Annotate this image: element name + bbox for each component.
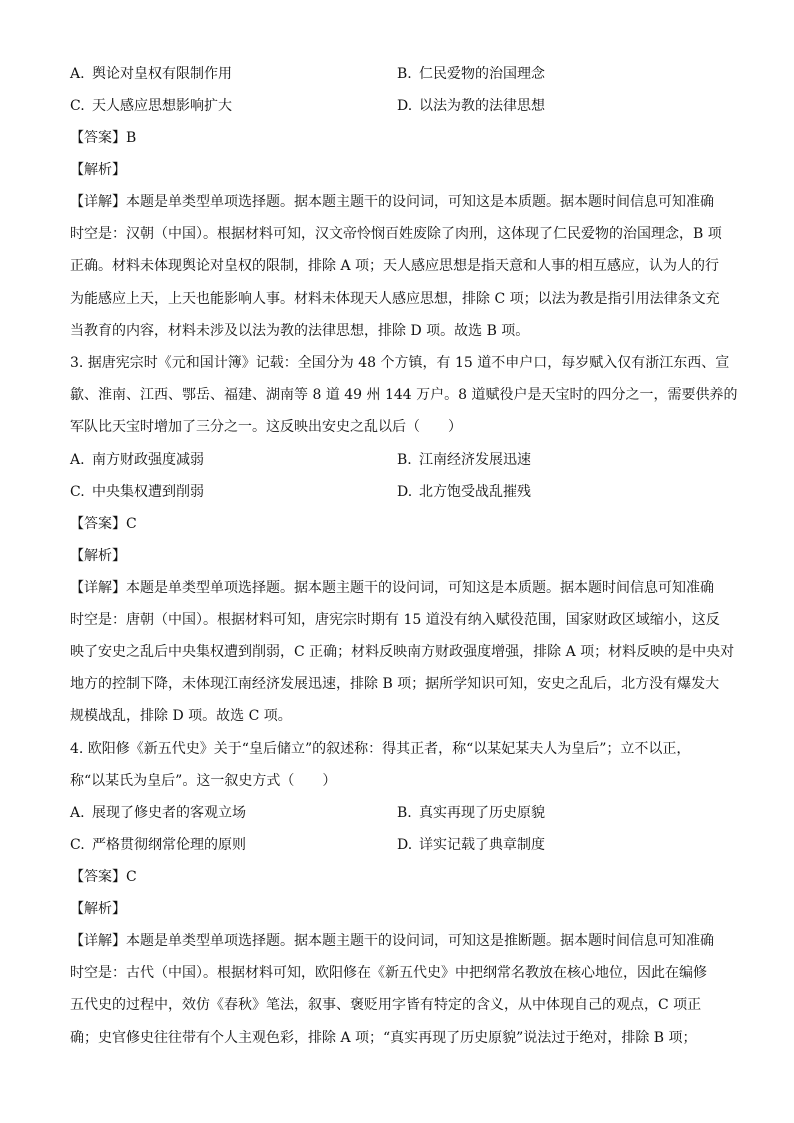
q3-stem-line: 军队比天宝时增加了三分之一。这反映出安史之乱以后（ ） [70,419,462,436]
q3-options-row-2 [70,476,725,508]
q3-detail-line: 地方的控制下降，未体现江南经济发展迅速，排除 B 项；据所学知识可知，安史之乱后，北方没有爆发大 [70,676,720,693]
q2-option-a: A. 舆论对皇权有限制作用 [70,66,232,82]
q3-option-c: C. 中央集权遭到削弱 [70,483,204,500]
q2-analysis-label: 【解析】 [70,162,126,178]
q4-option-c: C. 严格贯彻纲常伦理的原则 [70,837,246,854]
q4-option-a: A. 展现了修史者的客观立场 [70,805,246,822]
q3-option-a: A. 南方财政强度减弱 [70,451,204,468]
q3-analysis-label: 【解析】 [70,547,126,564]
q4-answer: 【答案】C [70,869,137,886]
q4-detail-line: 时空是：古代（中国）。根据材料可知，欧阳修在《新五代史》中把纲常名教放在核心地位，因此在编修 [70,965,707,982]
q4-detail [70,925,725,1054]
q3-detail-line: 映了安史之乱后中央集权遭到削弱，C 正确；材料反映南方财政强度增强，排除 A 项；材料反映的是中央对 [70,644,735,661]
q3-stem-line: 3. 据唐宪宗时《元和国计簿》记载：全国分为 48 个方镇，有 15 道不申户口，每岁赋入仅有浙江东西、宣 [70,355,730,372]
q3-option-b: B. 江南经济发展迅速 [397,451,531,468]
document-page [70,58,738,1054]
q2-option-c: C. 天人感应思想影响扩大 [70,98,232,114]
q4-stem [70,733,725,797]
q4-detail-line: 【详解】本题是单类型单项选择题。据本题主题干的设问词，可知这是推断题。据本题时间信息可知准确 [70,933,714,950]
q2-option-d: D. 以法为教的法律思想 [397,98,545,114]
q2-detail-line: 当教育的内容，材料未涉及以法为教的法律思想，排除 D 项。故选 B 项。 [70,322,530,339]
q3-stem-line: 歙、淮南、江西、鄂岳、福建、湖南等 8 道 49 州 144 万户。8 道赋役户是天宝时的四分之一，需要供养的 [70,387,738,404]
q2-detail-line: 【详解】本题是单类型单项选择题。据本题主题干的设问词，可知这是本质题。据本题时间信息可知准确 [70,194,714,210]
q4-stem-line: 称“以某氏为皇后”。这一叙史方式（ ） [70,772,337,789]
q4-stem-line: 4. 欧阳修《新五代史》关于“皇后储立”的叙述称：得其正者，称“以某妃某夫人为皇后”；立不以正， [70,740,691,757]
q3-detail-line: 规模战乱，排除 D 项。故选 C 项。 [70,708,292,725]
q3-detail-line: 【详解】本题是单类型单项选择题。据本题主题干的设问词，可知这是本质题。据本题时间信息可知准确 [70,579,714,596]
q3-answer: 【答案】C [70,515,137,532]
q2-option-b: B. 仁民爱物的治国理念 [397,66,545,82]
q3-options-row-1 [70,444,725,476]
q4-option-b: B. 真实再现了历史原貌 [397,805,545,822]
q4-option-d: D. 详实记载了典章制度 [397,837,545,854]
q4-detail-line: 五代史的过程中，效仿《春秋》笔法，叙事、褒贬用字皆有特定的含义，从中体现自己的观点，C 项正 [70,997,702,1014]
q3-detail-line: 时空是：唐朝（中国）。根据材料可知，唐宪宗时期有 15 道没有纳入赋役范围，国家财政区域缩小，这反 [70,611,720,628]
q3-stem [70,347,738,444]
q2-options-row-2 [70,90,725,122]
q3-option-d: D. 北方饱受战乱摧残 [397,483,531,500]
q4-analysis-label: 【解析】 [70,901,126,918]
q4-detail-line: 确；史官修史往往带有个人主观色彩，排除 A 项；“真实再现了历史原貌”说法过于绝对，排除 B 项； [70,1029,697,1046]
q2-detail-line: 为能感应上天，上天也能影响人事。材料未体现天人感应思想，排除 C 项；以法为教是指引用法律条文充 [70,290,720,307]
q3-detail [70,572,735,733]
q2-detail-line: 正确。材料未体现舆论对皇权的限制，排除 A 项；天人感应思想是指天意和人事的相互感应，认为人的行 [70,258,720,275]
q2-detail-line: 时空是：汉朝（中国）。根据材料可知，汉文帝怜悯百姓废除了肉刑，这体现了仁民爱物的治国理念，B 项 [70,226,722,243]
q4-options-row-1 [70,797,725,829]
q2-options-row-1 [70,58,725,90]
q2-detail [70,186,725,347]
q4-options-row-2 [70,829,725,861]
q2-answer: 【答案】B [70,130,137,146]
